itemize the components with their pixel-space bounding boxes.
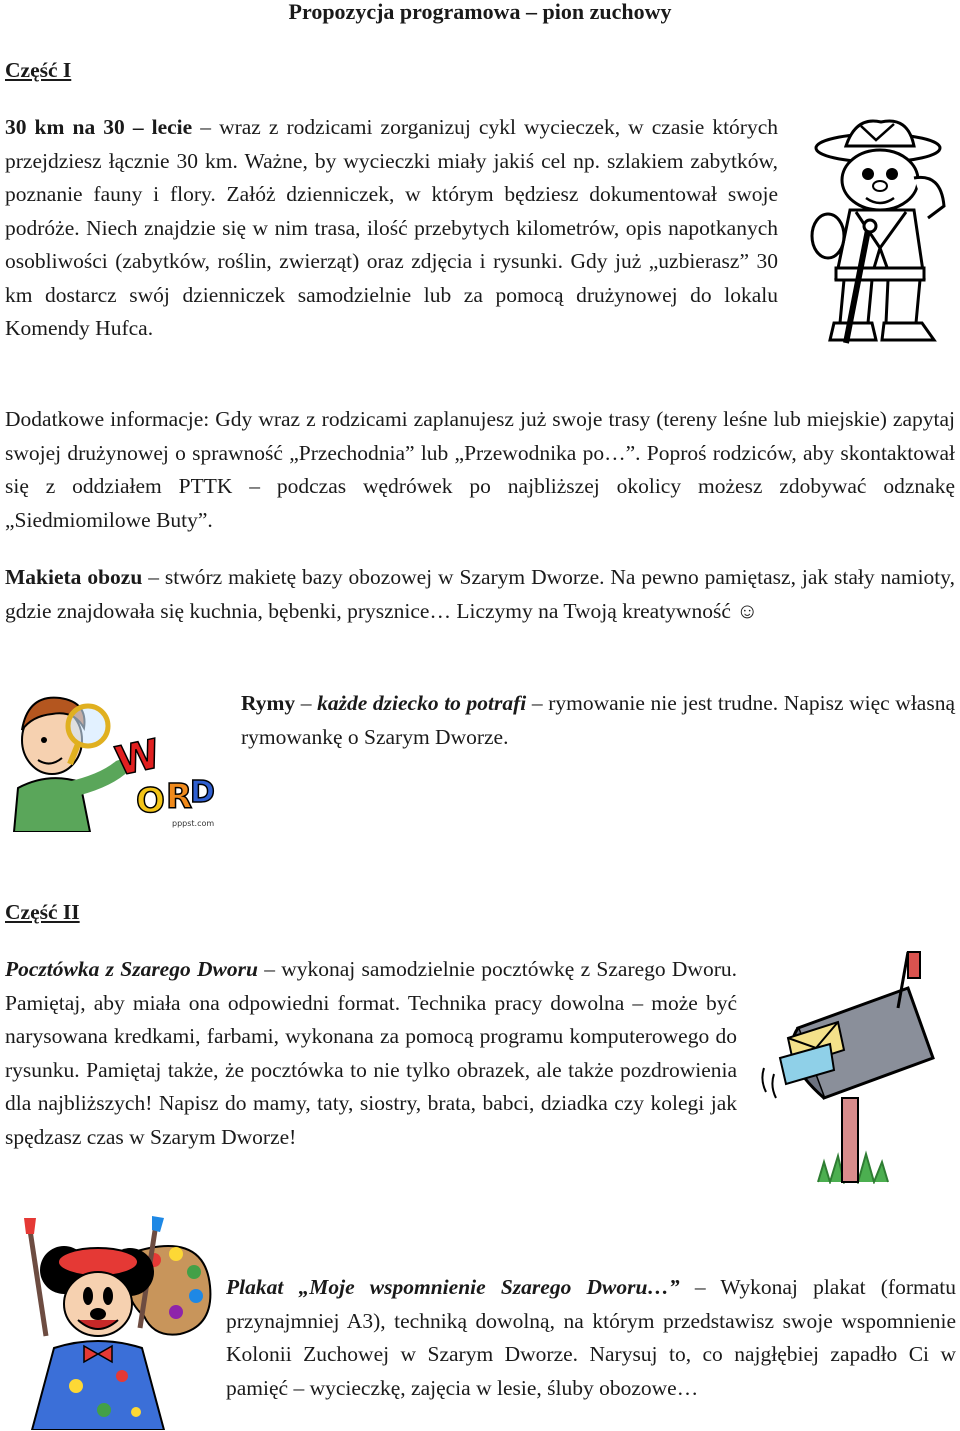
section-heading-part-1: Część I xyxy=(5,58,72,82)
mailbox-image xyxy=(758,948,958,1184)
activity-subtitle-rymy: każde dziecko to potrafi xyxy=(317,691,527,715)
activity-text-makieta: – stwórz makietę bazy obozowej w Szarym Dworze. Na pewno pamiętasz, jak stały namioty, gdzie znajdowała się kuchnia, bębenki, prysznice… Liczymy na Twoją kreatywność ☺ xyxy=(5,565,955,623)
paragraph-30km xyxy=(5,111,778,346)
section-heading-part-2: Część II xyxy=(5,900,80,924)
activity-name-rymy: Rymy xyxy=(241,691,296,715)
paragraph-rymy xyxy=(241,687,955,754)
activity-text-plakat: – Wykonaj plakat (formatu przynajmniej A3), techniką dowolną, na którym przedstawisz swoje wspomnienie Kolonii Zuchowej w Szarym Dworze. Narysuj to, co najgłębiej zapadło Ci w pamięć – wycieczkę, zajęcia w lesie, śluby obozowe… xyxy=(226,1275,956,1400)
activity-text-30km: – wraz z rodzicami zorganizuj cykl wycieczek, w czasie których przejdziesz łącznie 30 km. Ważne, by wycieczki miały jakiś cel np. szlakiem zabytków, poznanie fauny i flory. Załóż dzienniczek, w którym będziesz dokumentował swoje podróże. Niech znajdzie się w nim trasa, ilość przebytych kilometrów, opis napotkanych osobliwości (zabytków, roślin, zwierząt) oraz zdjęcia i rysunki. Gdy już „uzbierasz” 30 km dostarcz swój dzienniczek samodzielnie lub za pomocą drużynowej do lokalu Komendy Hufca. xyxy=(5,115,778,340)
activity-text-pocztowka: – wykonaj samodzielnie pocztówkę z Szarego Dworu. Pamiętaj, aby miała ona odpowiedni format. Technika pracy dowolna – może być narysowana kredkami, farbami, wykonana za pomocą programu komputerowego do rysunku. Pamiętaj także, że pocztówka to nie tylko obrazek, ale także pozdrowienia dla najbliższych! Napisz do mamy, taty, siostry, brata, babci, dziadka czy kolegi jak spędzasz czas w Szarym Dworze! xyxy=(5,957,737,1149)
word-letter-d: D xyxy=(190,775,215,810)
paragraph-extra-info: Dodatkowe informacje: Gdy wraz z rodzicami zaplanujesz już swoje trasy (tereny leśne lub miejskie) zapytaj swojej drużynowej o sprawność „Przechodnia” lub „Przewodnika po…”. Poproś rodziców, aby skontaktował się z oddziałem PTTK – podczas wędrówek po najbliższej okolicy możesz zdobywać odznakę „Siedmiomilowe Buty”. xyxy=(5,407,955,532)
paragraph-plakat xyxy=(226,1271,956,1405)
activity-name-makieta: Makieta obozu xyxy=(5,565,143,589)
word-letter-o: O xyxy=(136,781,165,821)
paragraph-pocztowka xyxy=(5,953,737,1154)
rymy-dash: – xyxy=(295,691,318,715)
word-letter-w: W xyxy=(111,731,165,786)
image-credit: pppst.com xyxy=(172,819,215,828)
word-letter-r: R xyxy=(166,777,193,817)
paragraph-makieta xyxy=(5,561,955,628)
activity-name-pocztowka: Pocztówka z Szarego Dworu xyxy=(5,957,258,981)
painter-mouse-image xyxy=(4,1216,214,1430)
activity-name-30km: 30 km na 30 – lecie xyxy=(5,115,193,139)
word-detective-image xyxy=(8,690,220,832)
activity-name-plakat: Plakat „Moje wspomnienie Szarego Dworu…” xyxy=(226,1275,680,1299)
activity-text-rymy: – rymowanie nie jest trudne. Napisz więc własną rymowankę o Szarym Dworze. xyxy=(241,691,955,749)
scout-boy-image xyxy=(806,118,956,358)
page-title: Propozycja programowa – pion zuchowy xyxy=(288,0,672,24)
